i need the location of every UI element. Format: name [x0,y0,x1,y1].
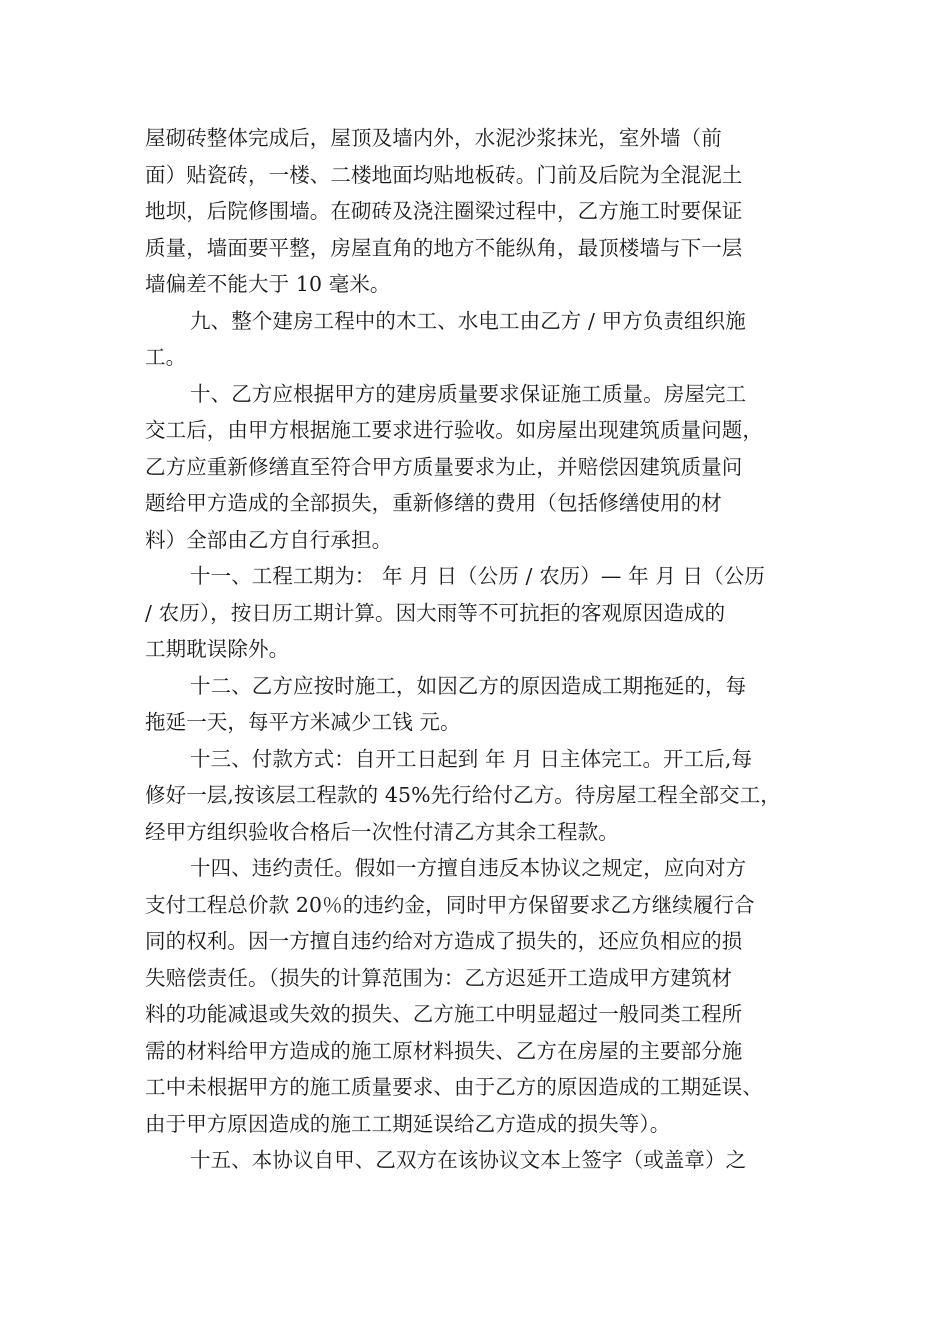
document-line: 十五、本协议自甲、乙双方在该协议文本上签字（或盖章）之 [190,1148,747,1172]
document-line: 十、乙方应根据甲方的建房质量要求保证施工质量。房屋完工 [190,381,747,406]
document-line: 工。 [145,345,187,369]
document-line: 质量，墙面要平整，房屋直角的地方不能纵角，最顶楼墙与下一层 [145,235,743,260]
document-line: 需的材料给甲方造成的施工原材料损失、乙方在房屋的主要部分施 [145,1038,743,1063]
document-line: 十二、乙方应按时施工，如因乙方的原因造成工期拖延的，每 [190,673,747,698]
document-line: 面）贴瓷砖，一楼、二楼地面均贴地板砖。门前及后院为全混泥土 [145,162,743,187]
document-line: 墙偏差不能大于 10 毫米。 [145,272,391,296]
document-line: 地坝，后院修围墙。在砌砖及浇注圈梁过程中，乙方施工时要保证 [145,199,743,223]
document-line: 十四、违约责任。假如一方擅自违反本协议之规定，应向对方 [190,856,747,880]
document-line: 料的功能减退或失效的损失、乙方施工中明显超过一般同类工程所 [145,1002,743,1026]
document-line: 修好一层,按该层工程款的 45%先行给付乙方。待房屋工程全部交工， [145,783,781,807]
document-line: 题给甲方造成的全部损失，重新修缮的费用（包括修缮使用的材 [145,491,722,515]
document-line: 同的权利。因一方擅自违约给对方造成了损失的，还应负相应的损 [145,929,743,953]
document-line: 拖延一天，每平方米减少工钱 元。 [145,710,461,734]
document-line: 工期耽误除外。 [145,637,290,661]
document-line: 经甲方组织验收合格后一次性付清乙方其余工程款。 [145,819,619,844]
document-line: 十三、付款方式：自开工日起到 年 月 日主体完工。开工后,每 [190,746,753,771]
document-line: 工中未根据甲方的施工质量要求、由于乙方的原因造成的工期延误、 [145,1075,763,1099]
document-line: 九、整个建房工程中的木工、水电工由乙方 / 甲方负责组织施 [190,308,746,333]
document-line: 十一、工程工期为： 年 月 日（公历 / 农历）— 年 月 日（公历 [190,564,765,588]
document-line: 交工后，由甲方根据施工要求进行验收。如房屋出现建筑质量问题， [145,418,763,442]
document-line: 支付工程总价款 20％的违约金，同时甲方保留要求乙方继续履行合 [145,892,755,917]
document-line: / 农历），按日历工期计算。因大雨等不可抗拒的客观原因造成的 [145,600,726,625]
document-line: 乙方应重新修缮直至符合甲方质量要求为止，并赔偿因建筑质量问 [145,454,743,479]
document-line: 料）全部由乙方自行承担。 [145,527,393,552]
document-line: 失赔偿责任。（损失的计算范围为：乙方迟延开工造成甲方建筑材 [145,965,733,990]
document-body [145,120,835,1179]
document-line: 屋砌砖整体完成后，屋顶及墙内外，水泥沙浆抹光，室外墙（前 [145,126,722,150]
document-line: 由于甲方原因造成的施工工期延误给乙方造成的损失等）。 [145,1111,671,1136]
